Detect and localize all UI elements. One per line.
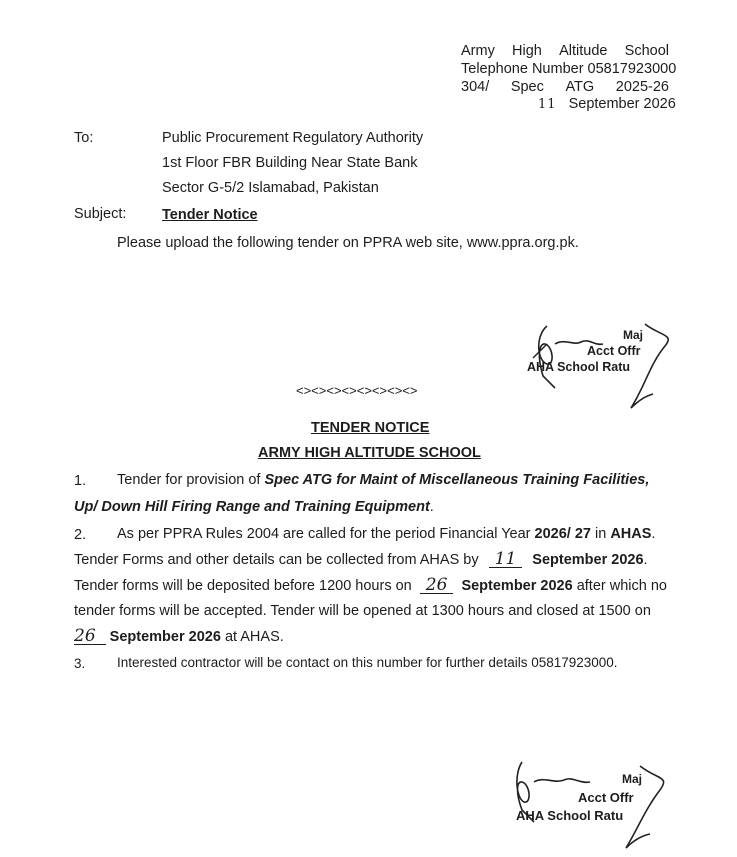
reference-part: 304/ — [461, 79, 490, 95]
signature-stamp-bottom — [510, 758, 680, 853]
para-2-ahas: AHAS — [610, 526, 652, 542]
para-2-date-3: September 2026 — [109, 629, 221, 645]
stamp-rank: Maj — [622, 772, 643, 786]
para-1-title-b: Up/ Down Hill Firing Range and Training Equipment — [74, 499, 430, 515]
header-date — [538, 96, 676, 112]
header-word: High — [512, 43, 542, 59]
address-line-3: Sector G-5/2 Islamabad, Pakistan — [162, 180, 379, 196]
para-2-in: in — [590, 526, 611, 542]
para-2-line-5 — [74, 628, 284, 645]
reference-part: 2025-26 — [615, 79, 669, 95]
signature-drawing — [510, 758, 680, 853]
handwritten-day-3: 26 — [74, 628, 106, 645]
subject-label: Subject: — [74, 206, 127, 222]
para-2-dot: . — [651, 526, 656, 542]
para-2-text-c2: after which no — [576, 578, 667, 594]
header-date-rest: September 2026 — [568, 96, 676, 112]
header-word: Army — [461, 43, 495, 59]
header-line-1 — [461, 43, 669, 59]
para-2-dot-2: . — [643, 552, 648, 568]
address-line-1: Public Procurement Regulatory Authority — [162, 130, 424, 146]
para-3-text: Interested contractor will be contact on this number for further details 05817923000. — [117, 655, 618, 670]
signature-stamp-top — [525, 316, 685, 416]
para-1-end: . — [429, 499, 434, 515]
header-telephone: Telephone Number 05817923000 — [461, 61, 677, 77]
para-1-line-2 — [74, 499, 434, 515]
para-2-text-e: at AHAS. — [224, 629, 284, 645]
reference-part: ATG — [565, 79, 595, 95]
stamp-appointment: Acct Offr — [578, 790, 634, 805]
stamp-unit: AHA School Ratu — [527, 360, 631, 374]
para-3-number: 3. — [74, 656, 86, 671]
to-label: To: — [74, 130, 94, 146]
handwritten-day-2: 26 — [420, 577, 454, 594]
handwritten-day-1: 11 — [489, 551, 523, 568]
para-2-line-4: tender forms will be accepted. Tender will be opened at 1300 hours and closed at 1500 on — [74, 603, 651, 619]
address-line-2: 1st Floor FBR Building Near State Bank — [162, 155, 418, 171]
para-2-date-2: September 2026 — [461, 578, 573, 594]
notice-title: TENDER NOTICE — [311, 420, 430, 436]
stamp-unit: AHA School Ratu — [516, 808, 624, 823]
para-2-date-1: September 2026 — [532, 552, 644, 568]
notice-separator: <><><><><><><><> — [296, 383, 418, 398]
para-2-text-a: As per PPRA Rules 2004 are called for the period Financial Year — [117, 526, 535, 542]
para-2-text-b: Tender Forms and other details can be collected from AHAS by — [74, 552, 479, 568]
para-2-line-3 — [74, 577, 667, 594]
para-2-line-2 — [74, 551, 648, 568]
para-1-lead: Tender for provision of — [117, 472, 265, 488]
para-2-line-1 — [117, 526, 655, 542]
header-word: School — [624, 43, 669, 59]
para-2-fy: 2026/ 27 — [534, 526, 591, 542]
para-1-title-a: Spec ATG for Maint of Miscellaneous Training Facilities, — [264, 472, 650, 488]
para-1-number: 1. — [74, 473, 87, 489]
header-word: Altitude — [559, 43, 608, 59]
para-2-text-c: Tender forms will be deposited before 1200 hours on — [74, 578, 412, 594]
para-2-number: 2. — [74, 527, 87, 543]
subject-text: Tender Notice — [162, 207, 258, 223]
stamp-appointment: Acct Offr — [587, 344, 641, 358]
header-reference — [461, 79, 669, 95]
stamp-rank: Maj — [623, 328, 644, 342]
school-name: ARMY HIGH ALTITUDE SCHOOL — [258, 445, 481, 461]
reference-part: Spec — [510, 79, 544, 95]
para-1-line-1 — [117, 472, 649, 488]
header-date-day: 11 — [538, 97, 557, 112]
upload-request: Please upload the following tender on PPRA web site, www.ppra.org.pk. — [117, 235, 579, 251]
